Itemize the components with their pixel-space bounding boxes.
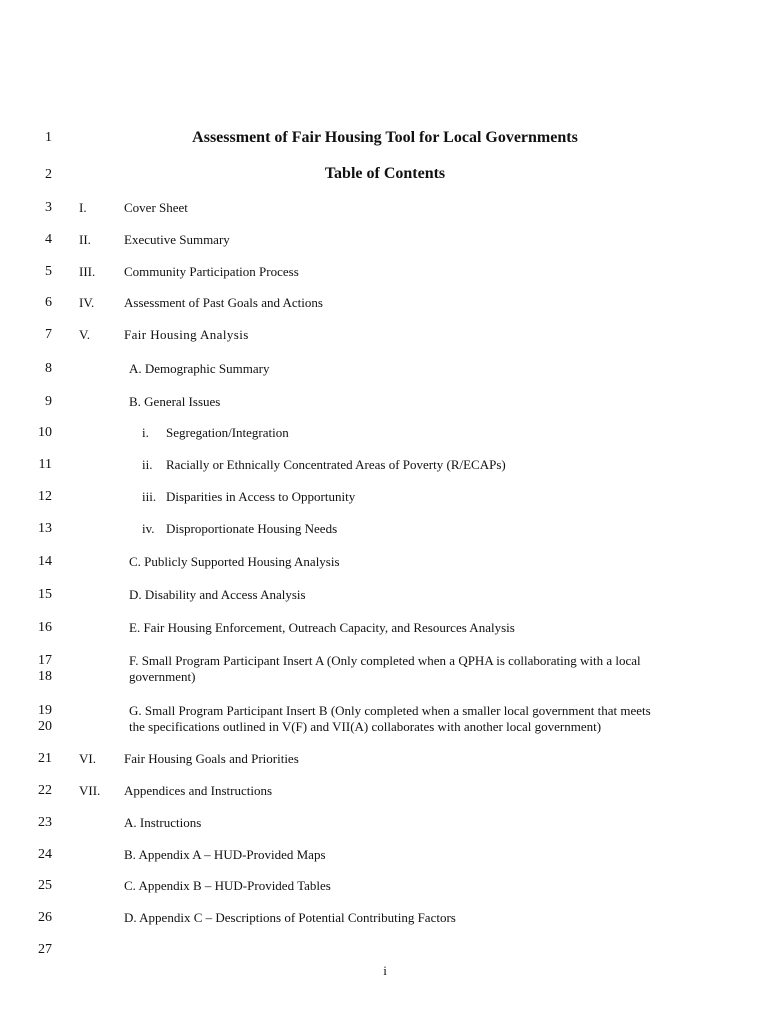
toc-number: VII. [79, 783, 101, 798]
toc-entry-cover-sheet: Cover Sheet [124, 200, 188, 215]
toc-number: I. [79, 200, 87, 215]
toc-number: IV. [79, 295, 95, 310]
line-number: 24 [38, 847, 52, 862]
line-number: 1 [45, 130, 52, 145]
toc-number: III. [79, 264, 96, 279]
line-number: 7 [45, 327, 52, 342]
line-number: 20 [38, 719, 52, 734]
line-number: 21 [38, 751, 52, 766]
toc-subentry-housing-needs [142, 521, 337, 537]
page-number: i [383, 963, 387, 978]
toc-entry-disability-access: D. Disability and Access Analysis [129, 587, 306, 602]
toc-entry-goals-priorities: Fair Housing Goals and Priorities [124, 751, 299, 766]
line-number: 22 [38, 783, 52, 798]
toc-label: Disparities in Access to Opportunity [166, 489, 356, 504]
toc-subentry-recaps [142, 457, 506, 473]
toc-entry-executive-summary: Executive Summary [124, 232, 230, 247]
line-number: 26 [38, 910, 52, 925]
toc-entry-demographic-summary: A. Demographic Summary [129, 361, 270, 376]
line-number: 13 [38, 521, 52, 536]
line-number: 18 [38, 669, 52, 684]
line-number: 3 [45, 200, 52, 215]
line-number: 14 [38, 554, 52, 569]
toc-entry-insert-a-line2: government) [129, 669, 196, 684]
line-number: 16 [38, 620, 52, 635]
toc-entry-appendices: Appendices and Instructions [124, 783, 273, 798]
line-number: 10 [38, 425, 52, 440]
line-number: 19 [38, 703, 52, 718]
toc-entry-insert-b-line2: the specifications outlined in V(F) and VII(A) collaborates with another local government) [129, 719, 602, 734]
toc-heading: Table of Contents [324, 165, 446, 182]
toc-entry-general-issues: B. General Issues [129, 394, 221, 409]
toc-entry-fair-housing-analysis: Fair Housing Analysis [124, 327, 249, 342]
toc-entry-appendix-b: C. Appendix B – HUD-Provided Tables [124, 878, 331, 893]
line-number: 23 [38, 815, 52, 830]
line-number: 5 [45, 264, 52, 279]
toc-entry-appendix-a: B. Appendix A – HUD-Provided Maps [124, 847, 326, 862]
line-number: 25 [38, 878, 52, 893]
toc-number: iv. [142, 521, 155, 536]
toc-number: i. [142, 425, 149, 440]
line-number: 8 [45, 361, 52, 376]
line-number: 27 [38, 942, 52, 957]
toc-entry-appendix-c: D. Appendix C – Descriptions of Potential Contributing Factors [124, 910, 456, 925]
toc-entry-enforcement-outreach: E. Fair Housing Enforcement, Outreach Capacity, and Resources Analysis [129, 620, 515, 635]
toc-entry-insert-b-line1: G. Small Program Participant Insert B (Only completed when a smaller local government that meets [129, 703, 651, 718]
line-number: 9 [45, 394, 52, 409]
toc-entry-past-goals: Assessment of Past Goals and Actions [124, 295, 323, 310]
toc-entry-publicly-supported-housing: C. Publicly Supported Housing Analysis [129, 554, 340, 569]
line-number: 6 [45, 295, 52, 310]
document-title: Assessment of Fair Housing Tool for Local Governments [192, 129, 578, 146]
toc-label: Disproportionate Housing Needs [166, 521, 338, 536]
toc-number: II. [79, 232, 91, 247]
toc-entry-instructions: A. Instructions [124, 815, 202, 830]
toc-label: Racially or Ethnically Concentrated Areas of Poverty (R/ECAPs) [166, 457, 506, 472]
toc-subentry-segregation [142, 425, 289, 441]
toc-label: Segregation/Integration [166, 425, 289, 440]
line-number: 17 [38, 653, 52, 668]
line-number: 2 [45, 167, 52, 182]
toc-subentry-disparities [142, 489, 355, 505]
toc-number: ii. [142, 457, 153, 472]
toc-number: V. [79, 327, 90, 342]
line-number: 4 [45, 232, 52, 247]
line-number: 12 [38, 489, 52, 504]
line-number: 15 [38, 587, 52, 602]
toc-entry-community-participation: Community Participation Process [124, 264, 299, 279]
toc-entry-insert-a-line1: F. Small Program Participant Insert A (Only completed when a QPHA is collaborating with a local [129, 653, 641, 668]
toc-number: VI. [79, 751, 96, 766]
line-number: 11 [38, 457, 52, 472]
toc-number: iii. [142, 489, 157, 504]
